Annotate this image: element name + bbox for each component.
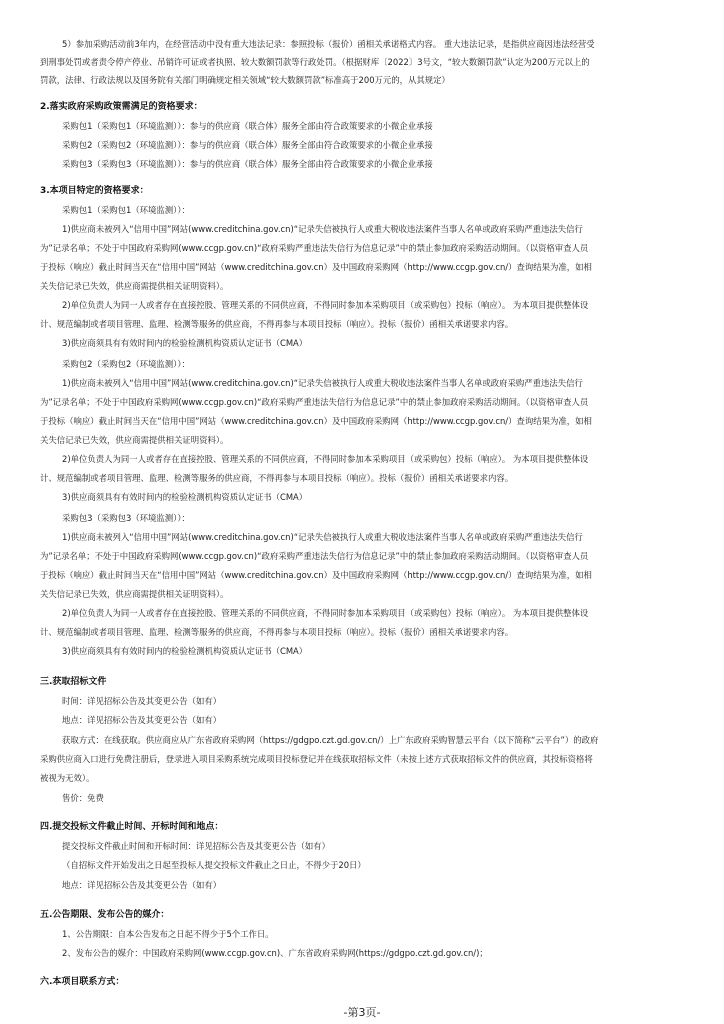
text-line: 采购包1（采购包1（环境监测））： (62, 205, 190, 215)
text-line: 关失信记录已失效，供应商需提供相关证明资料）。 (40, 435, 229, 445)
text-line: 采购包1（采购包1（环境监测））：参与的供应商（联合体）服务全部由符合政策要求的小微企业承接 (62, 121, 433, 131)
text-line: 计、规范编制或者项目管理、监理、检测等服务的供应商，不得再参与本项目投标（响应）。投标（报价）函相关承诺要求内容。 (40, 473, 514, 483)
text-line: 采购包2（采购包2（环境监测））：参与的供应商（联合体）服务全部由符合政策要求的小微企业承接 (62, 140, 433, 150)
text-line: 地点：详见招标公告及其变更公告（如有） (62, 715, 222, 725)
text-line: 采购包2（采购包2（环境监测））： (62, 359, 190, 369)
text-line: 计、规范编制或者项目管理、监理、检测等服务的供应商，不得再参与本项目投标（响应）。投标（报价）函相关承诺要求内容。 (40, 627, 514, 637)
text-line: 关失信记录已失效，供应商需提供相关证明资料）。 (40, 281, 229, 291)
text-line: 关失信记录已失效，供应商需提供相关证明资料）。 (40, 589, 229, 599)
text-line: 5）参加采购活动前3年内，在经营活动中没有重大违法记录：参照投标（报价）函相关承诺格式内容。 重大违法记录，是指供应商因违法经营受 (62, 39, 595, 49)
text-line: 2)单位负责人为同一人或者存在直接控股、管理关系的不同供应商，不得同时参加本采购项目（或采购包）投标（响应）。 为本项目提供整体设 (62, 454, 589, 464)
text-line: 3)供应商须具有有效时间内的检验检测机构资质认定证书（CMA） (62, 338, 308, 348)
text-line: 为”记录名单；不处于中国政府采购网(www.ccgp.gov.cn)“政府采购严重违法失信行为信息记录”中的禁止参加政府采购活动期间。（以资格审查人员 (40, 551, 589, 561)
text-line: 于投标（响应）截止时间当天在“信用中国”网站（www.creditchina.gov.cn）及中国政府采购网（http://www.ccgp.gov.cn/）查询结果为准，如相 (40, 262, 592, 272)
text-line: 为”记录名单；不处于中国政府采购网(www.ccgp.gov.cn)“政府采购严重违法失信行为信息记录”中的禁止参加政府采购活动期间。（以资格审查人员 (40, 397, 589, 407)
text-line: 地点：详见招标公告及其变更公告（如有） (62, 880, 222, 890)
text-line: 1)供应商未被列入“信用中国”网站(www.creditchina.gov.cn)“记录失信被执行人或重大税收违法案件当事人名单或政府采购严重违法失信行 (62, 224, 583, 234)
text-line: 罚款，法律、行政法规以及国务院有关部门明确规定相关领域“较大数额罚款”标准高于200万元的，从其规定） (40, 75, 450, 85)
text-line: 计、规范编制或者项目管理、监理、检测等服务的供应商，不得再参与本项目投标（响应）。投标（报价）函相关承诺要求内容。 (40, 319, 514, 329)
text-line: 售价：免费 (62, 793, 104, 803)
section-heading: 3.本项目特定的资格要求： (40, 186, 149, 196)
text-line: 于投标（响应）截止时间当天在“信用中国”网站（www.creditchina.gov.cn）及中国政府采购网（http://www.ccgp.gov.cn/）查询结果为准，如相 (40, 570, 592, 580)
text-line: 1、公告期限：自本公告发布之日起不得少于5个工作日。 (62, 929, 274, 939)
text-line: 采购包3（采购包3（环境监测））： (62, 513, 190, 523)
section-heading: 三.获取招标文件 (40, 677, 107, 687)
section-heading: 五.公告期限、发布公告的媒介： (40, 910, 170, 920)
text-line: 采购供应商入口进行免费注册后，登录进入项目采购系统完成项目投标登记并在线获取招标文件（未按上述方式获取招标文件的供应商，其投标资格将 (40, 754, 593, 764)
text-line: 获取方式：在线获取。供应商应从广东省政府采购网（https://gdgpo.czt.gd.gov.cn/）上广东政府采购智慧云平台（以下简称“云平台”）的政府 (62, 735, 599, 745)
text-line: 2)单位负责人为同一人或者存在直接控股、管理关系的不同供应商，不得同时参加本采购项目（或采购包）投标（响应）。 为本项目提供整体设 (62, 608, 589, 618)
text-line: 于投标（响应）截止时间当天在“信用中国”网站（www.creditchina.gov.cn）及中国政府采购网（http://www.ccgp.gov.cn/）查询结果为准，如相 (40, 416, 592, 426)
text-line: 2、发布公告的媒介：中国政府采购网(www.ccgp.gov.cn)、广东省政府采购网(https://gdgpo.czt.gd.gov.cn/)； (62, 948, 488, 958)
text-line: 1)供应商未被列入“信用中国”网站(www.creditchina.gov.cn)“记录失信被执行人或重大税收违法案件当事人名单或政府采购严重违法失信行 (62, 378, 583, 388)
text-line: 2)单位负责人为同一人或者存在直接控股、管理关系的不同供应商，不得同时参加本采购项目（或采购包）投标（响应）。 为本项目提供整体设 (62, 300, 589, 310)
text-line: 到刑事处罚或者责令停产停业、吊销许可证或者执照、较大数额罚款等行政处罚。（根据财库〔2022〕3号文，“较大数额罚款”认定为200万元以上的 (40, 57, 590, 67)
text-line: 3)供应商须具有有效时间内的检验检测机构资质认定证书（CMA） (62, 492, 308, 502)
text-line: （自招标文件开始发出之日起至投标人提交投标文件截止之日止，不得少于20日） (62, 860, 366, 870)
section-heading: 四.提交投标文件截止时间、开标时间和地点： (40, 822, 224, 832)
text-line: 3)供应商须具有有效时间内的检验检测机构资质认定证书（CMA） (62, 646, 308, 656)
section-heading: 六.本项目联系方式： (40, 977, 125, 987)
text-line: 1)供应商未被列入“信用中国”网站(www.creditchina.gov.cn)“记录失信被执行人或重大税收违法案件当事人名单或政府采购严重违法失信行 (62, 532, 583, 542)
text-line: 为”记录名单；不处于中国政府采购网(www.ccgp.gov.cn)“政府采购严重违法失信行为信息记录”中的禁止参加政府采购活动期间。（以资格审查人员 (40, 243, 589, 253)
page-number: -第3页- (343, 1006, 381, 1019)
text-line: 提交投标文件截止时间和开标时间：详见招标公告及其变更公告（如有） (62, 841, 330, 851)
text-line: 采购包3（采购包3（环境监测））：参与的供应商（联合体）服务全部由符合政策要求的小微企业承接 (62, 159, 433, 169)
text-line: 时间：详见招标公告及其变更公告（如有） (62, 696, 222, 706)
section-heading: 2.落实政府采购政策需满足的资格要求： (40, 102, 203, 112)
text-line: 被视为无效）。 (40, 773, 95, 783)
